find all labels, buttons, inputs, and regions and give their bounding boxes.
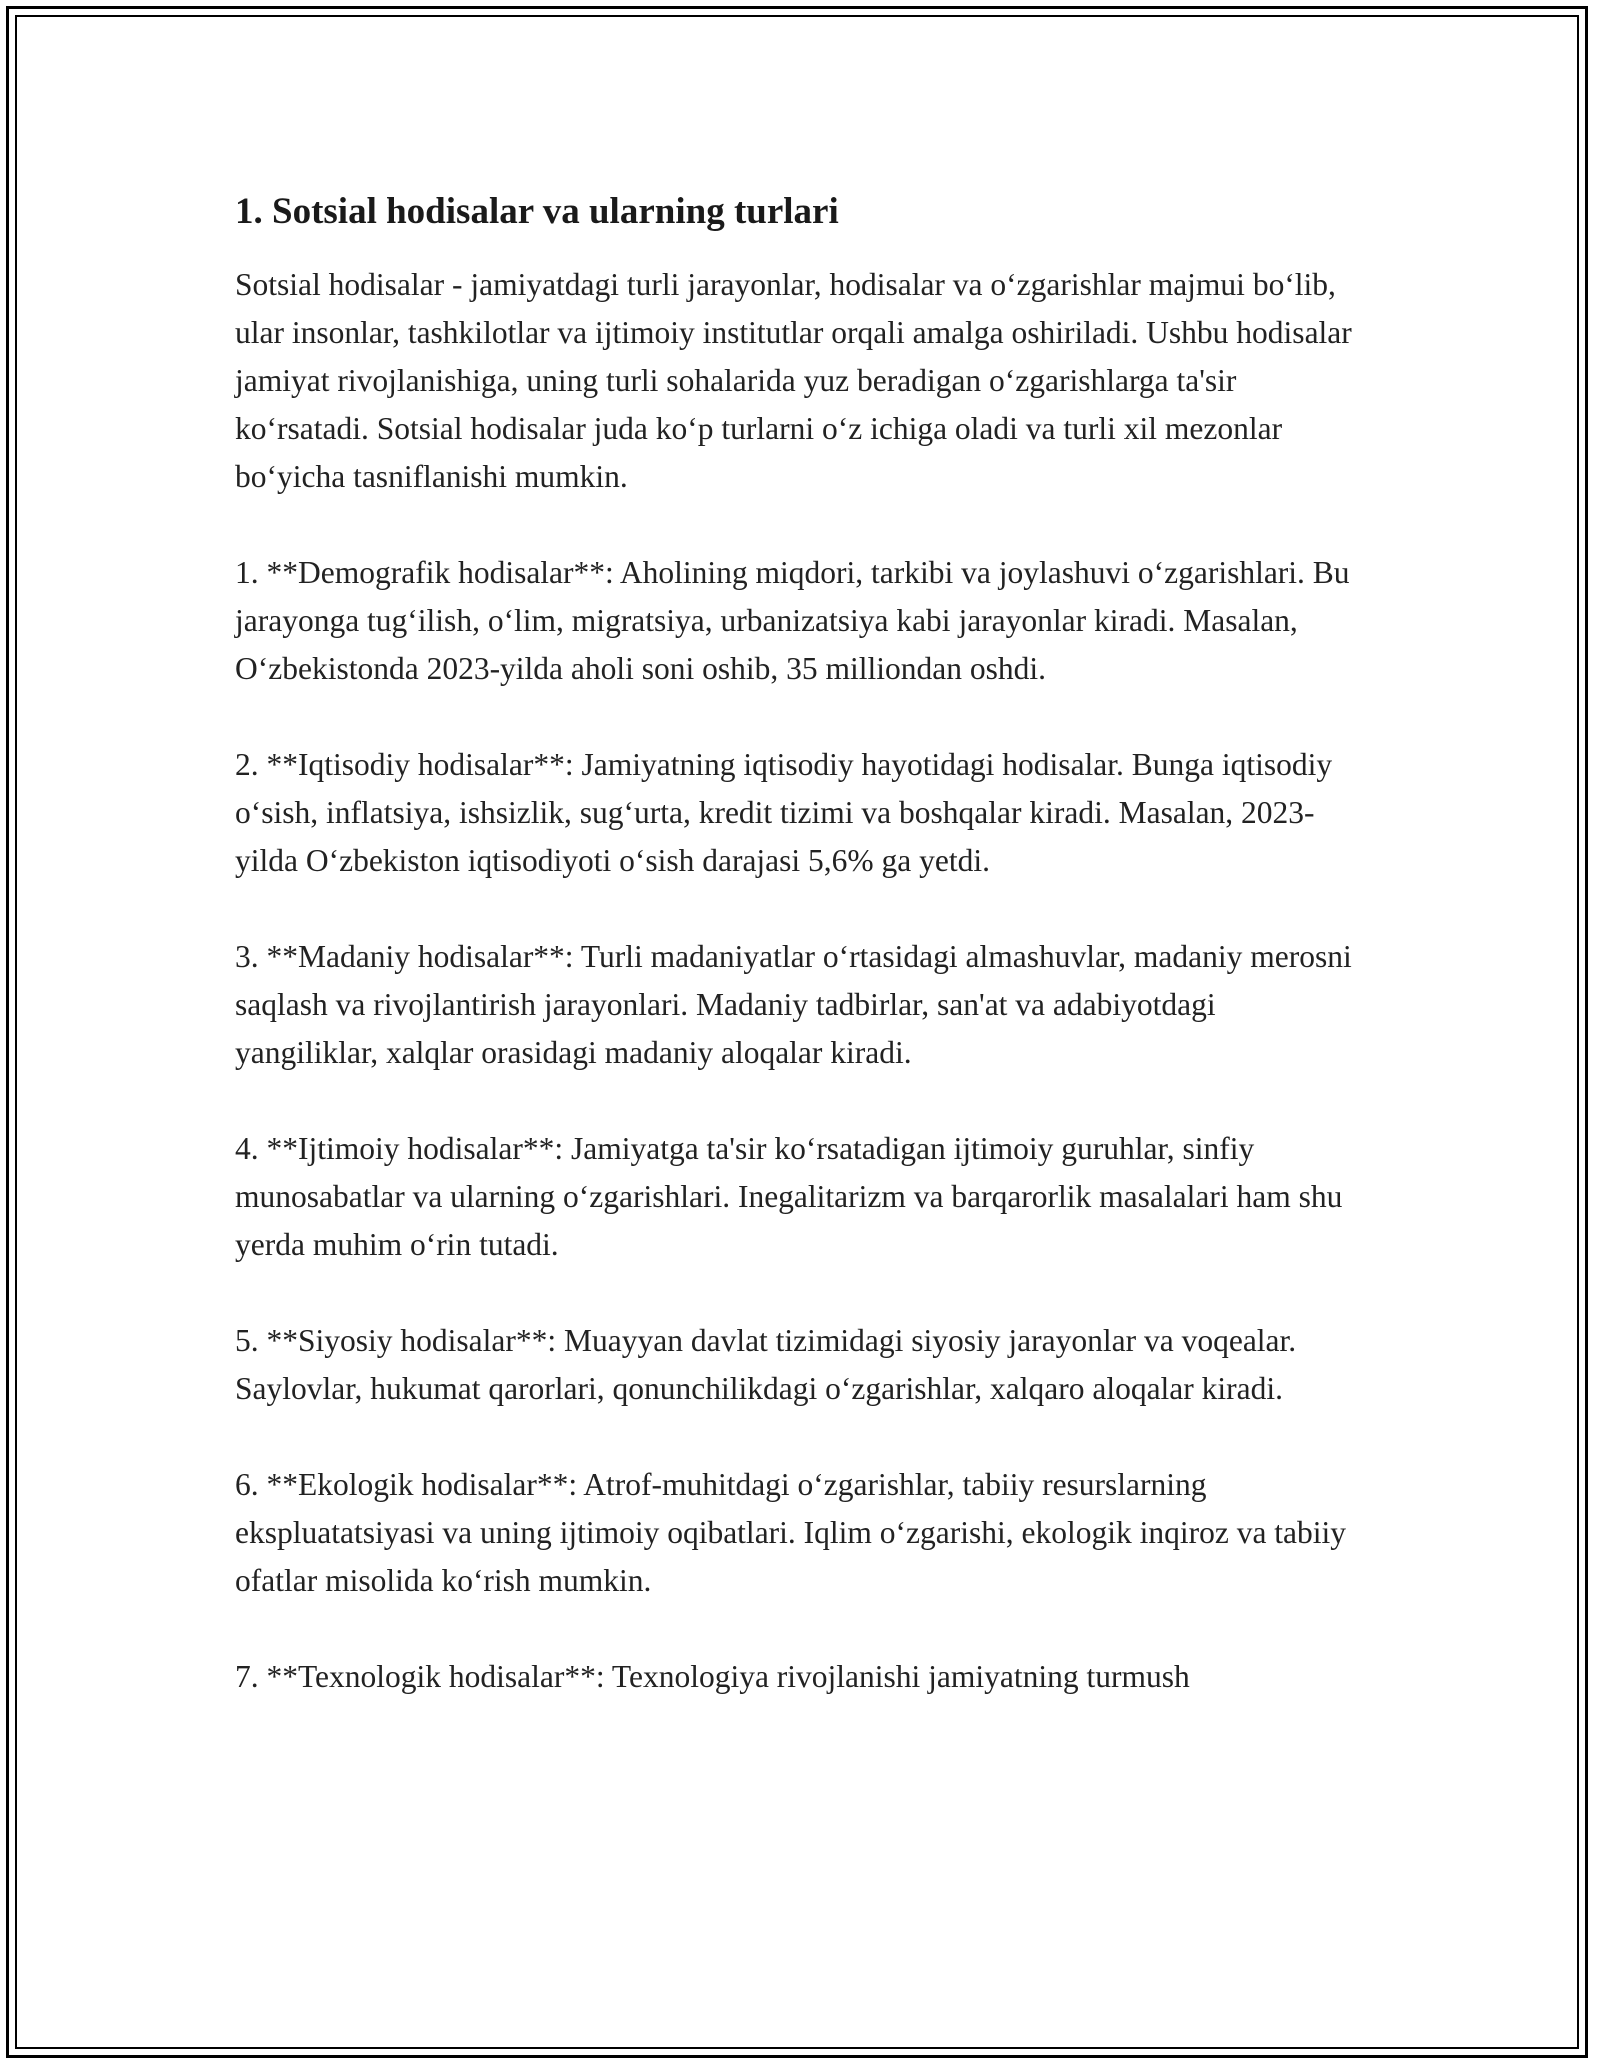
- list-item-madaniy: 3. **Madaniy hodisalar**: Turli madaniyatlar o‘rtasidagi almashuvlar, madaniy merosni saqlash va rivojlantirish jarayonlari. Madaniy tadbirlar, san'at va adabiyotdagi yangiliklar, xalqlar orasidagi madaniy aloqalar kiradi.: [235, 939, 1352, 1070]
- list-item-ekologik: 6. **Ekologik hodisalar**: Atrof-muhitdagi o‘zgarishlar, tabiiy resurslarning ekspluatatsiyasi va uning ijtimoiy oqibatlari. Iqlim o‘zgarishi, ekologik inqiroz va tabiiy ofatlar misolida ko‘rish mumkin.: [235, 1467, 1347, 1598]
- document-body: [235, 188, 1365, 1749]
- list-item-texnologik: 7. **Texnologik hodisalar**: Texnologiya rivojlanishi jamiyatning turmush: [235, 1659, 1190, 1694]
- list-item-siyosiy: 5. **Siyosiy hodisalar**: Muayyan davlat tizimidagi siyosiy jarayonlar va voqealar. Saylovlar, hukumat qarorlari, qonunchilikdagi o‘zgarishlar, xalqaro aloqalar kiradi.: [235, 1323, 1297, 1406]
- section-heading: 1. Sotsial hodisalar va ularning turlari: [235, 191, 839, 232]
- intro-paragraph: Sotsial hodisalar - jamiyatdagi turli jarayonlar, hodisalar va o‘zgarishlar majmui bo‘lib, ular insonlar, tashkilotlar va ijtimoiy institutlar orqali amalga oshiriladi. Ushbu hodisalar jamiyat rivojlanishiga, uning turli sohalarida yuz beradigan o‘zgarishlarga ta'sir ko‘rsatadi. Sotsial hodisalar juda ko‘p turlarni o‘z ichiga oladi va turli xil mezonlar bo‘yicha tasniflanishi mumkin.: [235, 267, 1352, 494]
- list-item-ijtimoiy: 4. **Ijtimoiy hodisalar**: Jamiyatga ta'sir ko‘rsatadigan ijtimoiy guruhlar, sinfiy munosabatlar va ularning o‘zgarishlari. Inegalitarizm va barqarorlik masalalari ham shu yerda muhim o‘rin tutadi.: [235, 1131, 1343, 1262]
- list-item-iqtisodiy: 2. **Iqtisodiy hodisalar**: Jamiyatning iqtisodiy hayotidagi hodisalar. Bunga iqtisodiy o‘sish, inflatsiya, ishsizlik, sug‘urta, kredit tizimi va boshqalar kiradi. Masalan, 2023-yilda O‘zbekiston iqtisodiyoti o‘sish darajasi 5,6% ga yetdi.: [235, 747, 1333, 878]
- list-item-demografik: 1. **Demografik hodisalar**: Aholining miqdori, tarkibi va joylashuvi o‘zgarishlari. Bu jarayonga tug‘ilish, o‘lim, migratsiya, urbanizatsiya kabi jarayonlar kiradi. Masalan, O‘zbekistonda 2023-yilda aholi soni oshib, 35 milliondan oshdi.: [235, 555, 1350, 686]
